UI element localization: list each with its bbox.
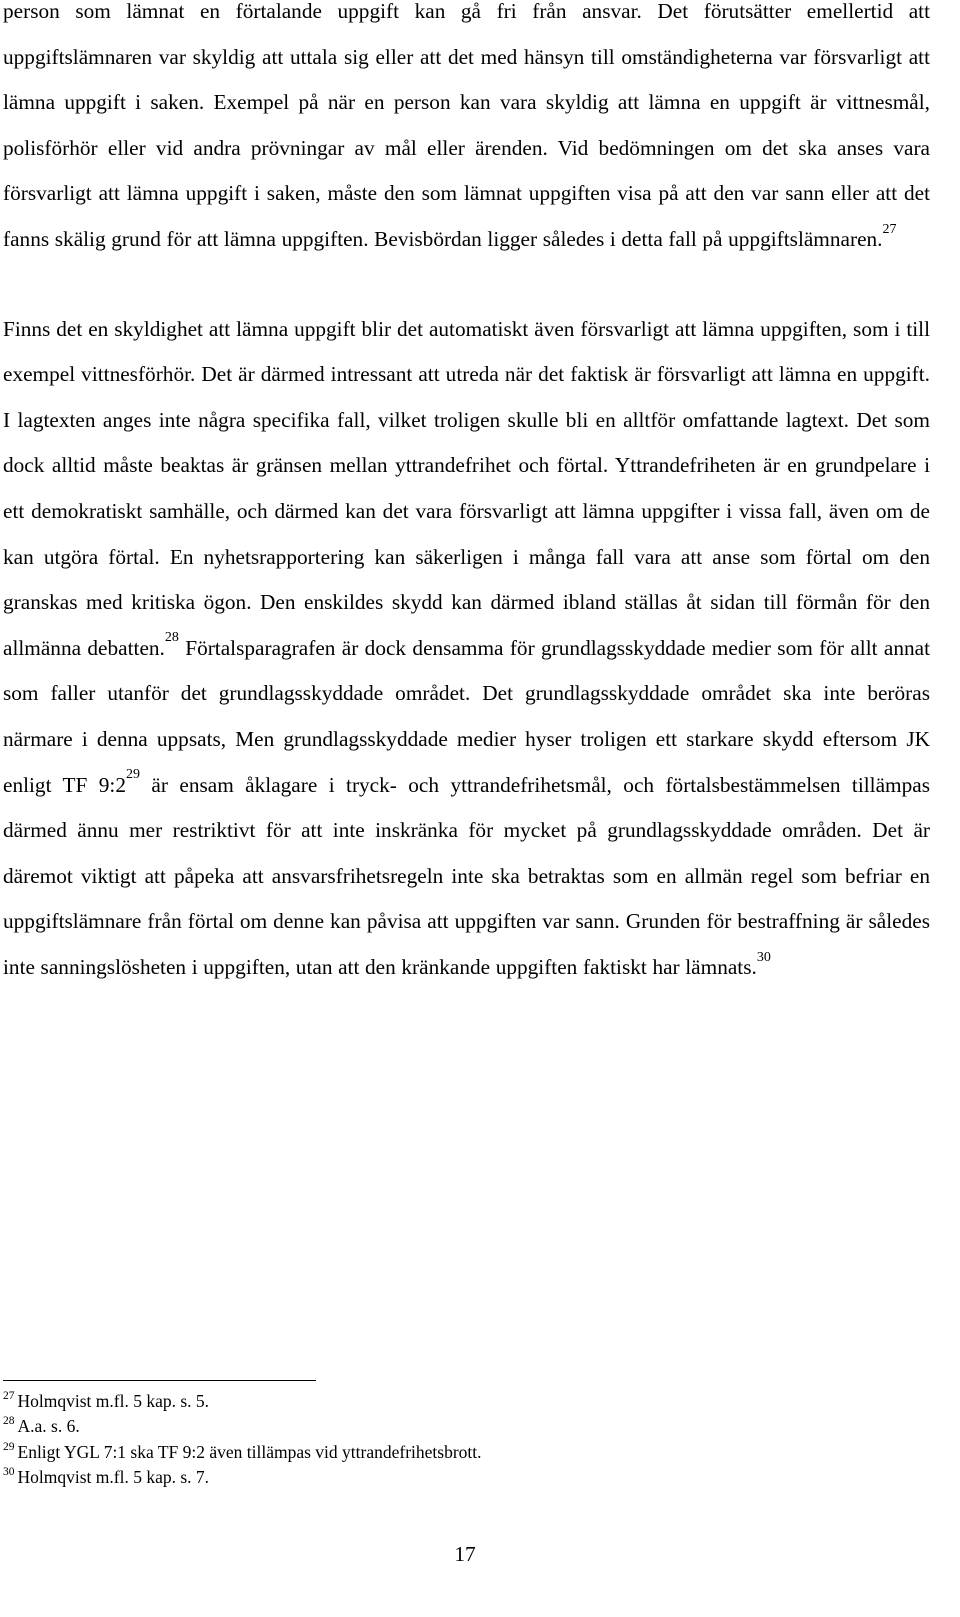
footnote-number: 27: [3, 1389, 15, 1402]
document-body: [3, 0, 930, 990]
footnote-text: Holmqvist m.fl. 5 kap. s. 7.: [17, 1467, 210, 1488]
footnotes-section: [3, 1389, 903, 1491]
paragraph-text: är ensam åklagare i tryck- och yttrandefrihetsmål, och förtalsbestämmelsen tillämpas därmed ännu mer restriktivt för att inte inskränka för mycket på grundlagsskyddade områden. Det är däremot viktigt att påpeka att ansvarsfrihetsregeln inte ska betraktas som en allmän regel som befriar en uppgiftslämnare från förtal om denne kan påvisa att uppgiften var sann. Grunden för bestraffning är således inte sanningslösheten i uppgiften, utan att den kränkande uppgiften faktiskt har lämnats.: [3, 772, 930, 979]
footnote: [3, 1465, 903, 1490]
footnote-number: 28: [3, 1415, 15, 1428]
footnote: [3, 1389, 903, 1414]
footnote-number: 30: [3, 1466, 15, 1479]
paragraph-text: Finns det en skyldighet att lämna uppgift blir det automatiskt även försvarligt att lämna uppgiften, som i till exempel vittnesförhör. Det är därmed intressant att utreda när det faktisk är försvarligt att lämna en uppgift. I lagtexten anges inte några specifika fall, vilket troligen skulle bli en alltför omfattande lagtext. Det som dock alltid måste beaktas är gränsen mellan yttrandefrihet och förtal. Yttrandefriheten är en grundpelare i ett demokratiskt samhälle, och därmed kan det vara försvarligt att lämna uppgifter i vissa fall, även om de kan utgöra förtal. En nyhetsrapportering kan säkerligen i många fall vara att anse som förtal om den granskas med kritiska ögon. Den enskildes skydd kan därmed ibland ställas åt sidan till förmån för den allmänna debatten.: [3, 316, 930, 660]
paragraph-text: Förtalsparagrafen är dock densamma för grundlagsskyddade medier som för allt annat som faller utanför det grundlagsskyddade området. Det grundlagsskyddade området ska inte beröras närmare i denna uppsats, Men grundlagsskyddade medier hyser troligen ett starkare skydd eftersom JK enligt TF 9:2: [3, 635, 930, 797]
footnote: [3, 1414, 903, 1439]
footnote-text: A.a. s. 6.: [17, 1416, 80, 1437]
footnote-text: Holmqvist m.fl. 5 kap. s. 5.: [17, 1391, 210, 1411]
paragraph: [3, 0, 930, 263]
footnote-text: Enligt YGL 7:1 ska TF 9:2 även tillämpas vid yttrandefrihetsbrott.: [17, 1441, 482, 1462]
paragraph-text: person som lämnat en förtalande uppgift kan gå fri från ansvar. Det förutsätter emellertid att uppgiftslämnaren var skyldig att uttala sig eller att det med hänsyn till omständigheterna var försvarligt att lämna uppgift i saken. Exempel på när en person kan vara skyldig att lämna en uppgift är vittnesmål, polisförhör eller vid andra prövningar av mål eller ärenden. Vid bedömningen om det ska anses vara försvarligt att lämna uppgift i saken, måste den som lämnat uppgiften visa på att den var sann eller att det fanns skälig grund för att lämna uppgiften. Bevisbördan ligger således i detta fall på uppgiftslämnaren.: [3, 0, 930, 251]
paragraph: [3, 307, 930, 991]
footnote-separator: [3, 1380, 316, 1381]
footnote-reference[interactable]: 28: [164, 630, 179, 646]
footnote-reference[interactable]: 27: [882, 221, 897, 237]
page-number: 17: [454, 1542, 476, 1566]
footnote: [3, 1440, 903, 1465]
footnote-reference[interactable]: 30: [756, 949, 771, 965]
footnote-reference[interactable]: 29: [126, 767, 140, 783]
footnote-number: 29: [3, 1440, 15, 1453]
